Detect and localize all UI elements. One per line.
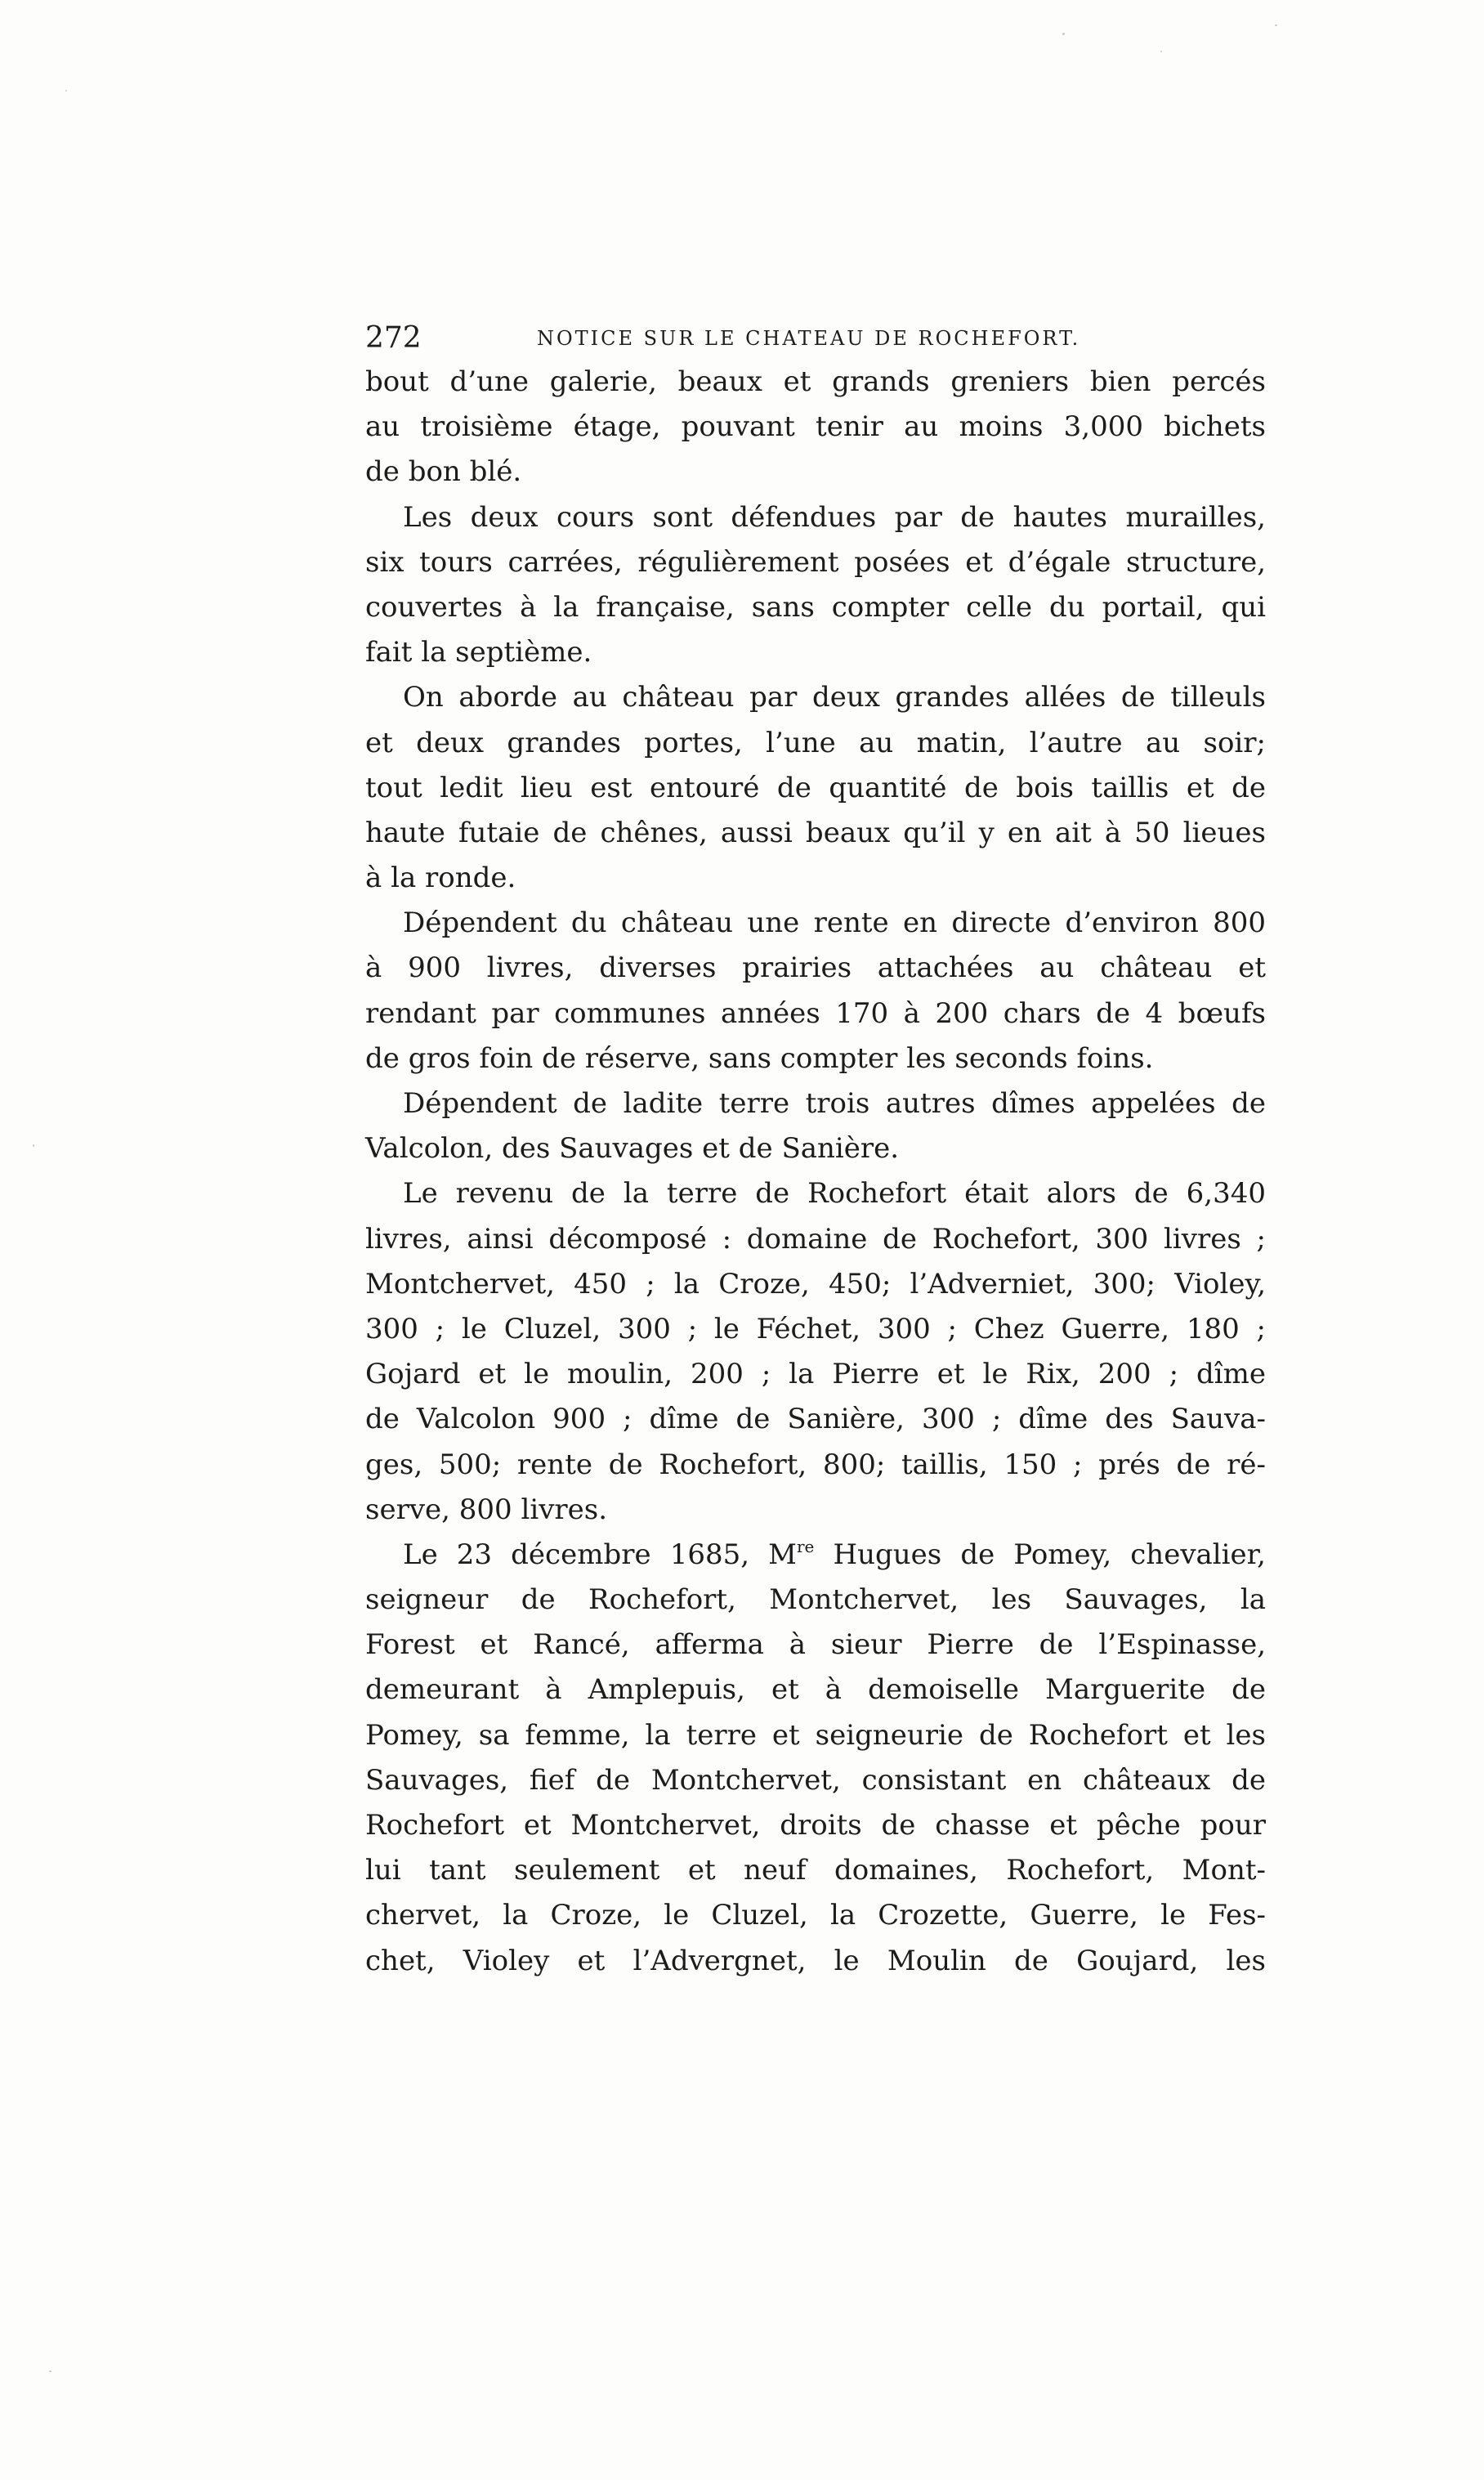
text-fragment: Le 23 décembre 1685, M	[403, 1538, 797, 1571]
paragraph-allees	[365, 675, 1266, 901]
paper-speck	[49, 2370, 51, 2372]
text-line: On aborde au château par deux grandes allées de tilleuls	[403, 681, 1266, 714]
running-header	[365, 314, 1266, 363]
text-line: de bon blé.	[365, 455, 522, 489]
text-line: de Valcolon 900 ; dîme de Sanière, 300 ; dîme des Sauva-	[365, 1403, 1266, 1436]
text-line	[365, 1533, 1266, 1578]
paragraph-rente	[365, 901, 1266, 1081]
paragraph-bail-1685	[365, 1533, 1266, 1984]
text-line: Sauvages, fief de Montchervet, consistant en châteaux de	[365, 1763, 1266, 1797]
text-line: Rochefort et Montchervet, droits de chasse et pêche pour	[365, 1809, 1266, 1842]
text-line: lui tant seulement et neuf domaines, Rochefort, Mont-	[365, 1854, 1266, 1887]
text-line: de gros foin de réserve, sans compter les seconds foins.	[365, 1041, 1154, 1075]
paper-speck	[65, 90, 67, 92]
text-line: Les deux cours sont défendues par de hautes murailles,	[403, 500, 1266, 534]
superscript-abbreviation: re	[796, 1536, 815, 1556]
paper-speck	[1062, 33, 1065, 35]
text-line: et deux grandes portes, l’une au matin, l’autre au soir;	[365, 726, 1266, 759]
text-fragment: Hugues de Pomey, chevalier,	[814, 1538, 1266, 1571]
text-line: au troisième étage, pouvant tenir au moins 3,000 bichets	[365, 410, 1266, 444]
paragraph-cours	[365, 495, 1266, 676]
text-line: six tours carrées, régulièrement posées et d’égale structure,	[365, 545, 1266, 579]
text-line: Le revenu de la terre de Rochefort était alors de 6,340	[403, 1177, 1266, 1211]
text-line: ges, 500; rente de Rochefort, 800; taillis, 150 ; prés de ré-	[365, 1448, 1266, 1481]
text-line: Montchervet, 450 ; la Croze, 450; l’Adverniet, 300; Violey,	[365, 1267, 1266, 1300]
text-line: chervet, la Croze, le Cluzel, la Crozette, Guerre, le Fes-	[365, 1899, 1266, 1932]
text-line: fait la septième.	[365, 636, 592, 669]
text-line: rendant par communes années 170 à 200 chars de 4 bœufs	[365, 996, 1266, 1030]
text-line: serve, 800 livres.	[365, 1493, 608, 1526]
text-line: à la ronde.	[365, 862, 516, 895]
text-line: demeurant à Amplepuis, et à demoiselle Marguerite de	[365, 1673, 1266, 1707]
text-line: Valcolon, des Sauvages et de Sanière.	[365, 1132, 900, 1166]
paper-speck	[1160, 51, 1162, 52]
text-line: haute futaie de chênes, aussi beaux qu’il y en ait à 50 lieues	[365, 816, 1266, 849]
text-line: 300 ; le Cluzel, 300 ; le Féchet, 300 ; Chez Guerre, 180 ;	[365, 1312, 1266, 1345]
text-line: Gojard et le moulin, 200 ; la Pierre et le Rix, 200 ; dîme	[365, 1358, 1266, 1391]
paragraph-dimes	[365, 1081, 1266, 1171]
text-line: chet, Violey et l’Advergnet, le Moulin de Goujard, les	[365, 1944, 1266, 1977]
text-line: à 900 livres, diverses prairies attachées au château et	[365, 951, 1266, 985]
text-line: livres, ainsi décomposé : domaine de Rochefort, 300 livres ;	[365, 1222, 1266, 1256]
text-line: Dépendent de ladite terre trois autres dîmes appelées de	[403, 1087, 1266, 1120]
text-line: Dépendent du château une rente en directe d’environ 800	[403, 906, 1266, 940]
paper-speck	[33, 1144, 34, 1147]
paper-speck	[1275, 25, 1277, 26]
running-title: NOTICE SUR LE CHATEAU DE ROCHEFORT.	[537, 327, 1081, 350]
text-line: Pomey, sa femme, la terre et seigneurie de Rochefort et les	[365, 1718, 1266, 1752]
page-number: 272	[365, 321, 422, 355]
body-text	[365, 360, 1266, 1984]
text-line: bout d’une galerie, beaux et grands greniers bien percés	[365, 365, 1266, 398]
paragraph-revenu	[365, 1171, 1266, 1533]
paragraph-greniers	[365, 360, 1266, 495]
text-line: tout ledit lieu est entouré de quantité de bois taillis et de	[365, 771, 1266, 804]
text-line: Forest et Rancé, afferma à sieur Pierre de l’Espinasse,	[365, 1628, 1266, 1662]
text-line: couvertes à la française, sans compter celle du portail, qui	[365, 590, 1266, 624]
text-line: seigneur de Rochefort, Montchervet, les Sauvages, la	[365, 1583, 1266, 1617]
